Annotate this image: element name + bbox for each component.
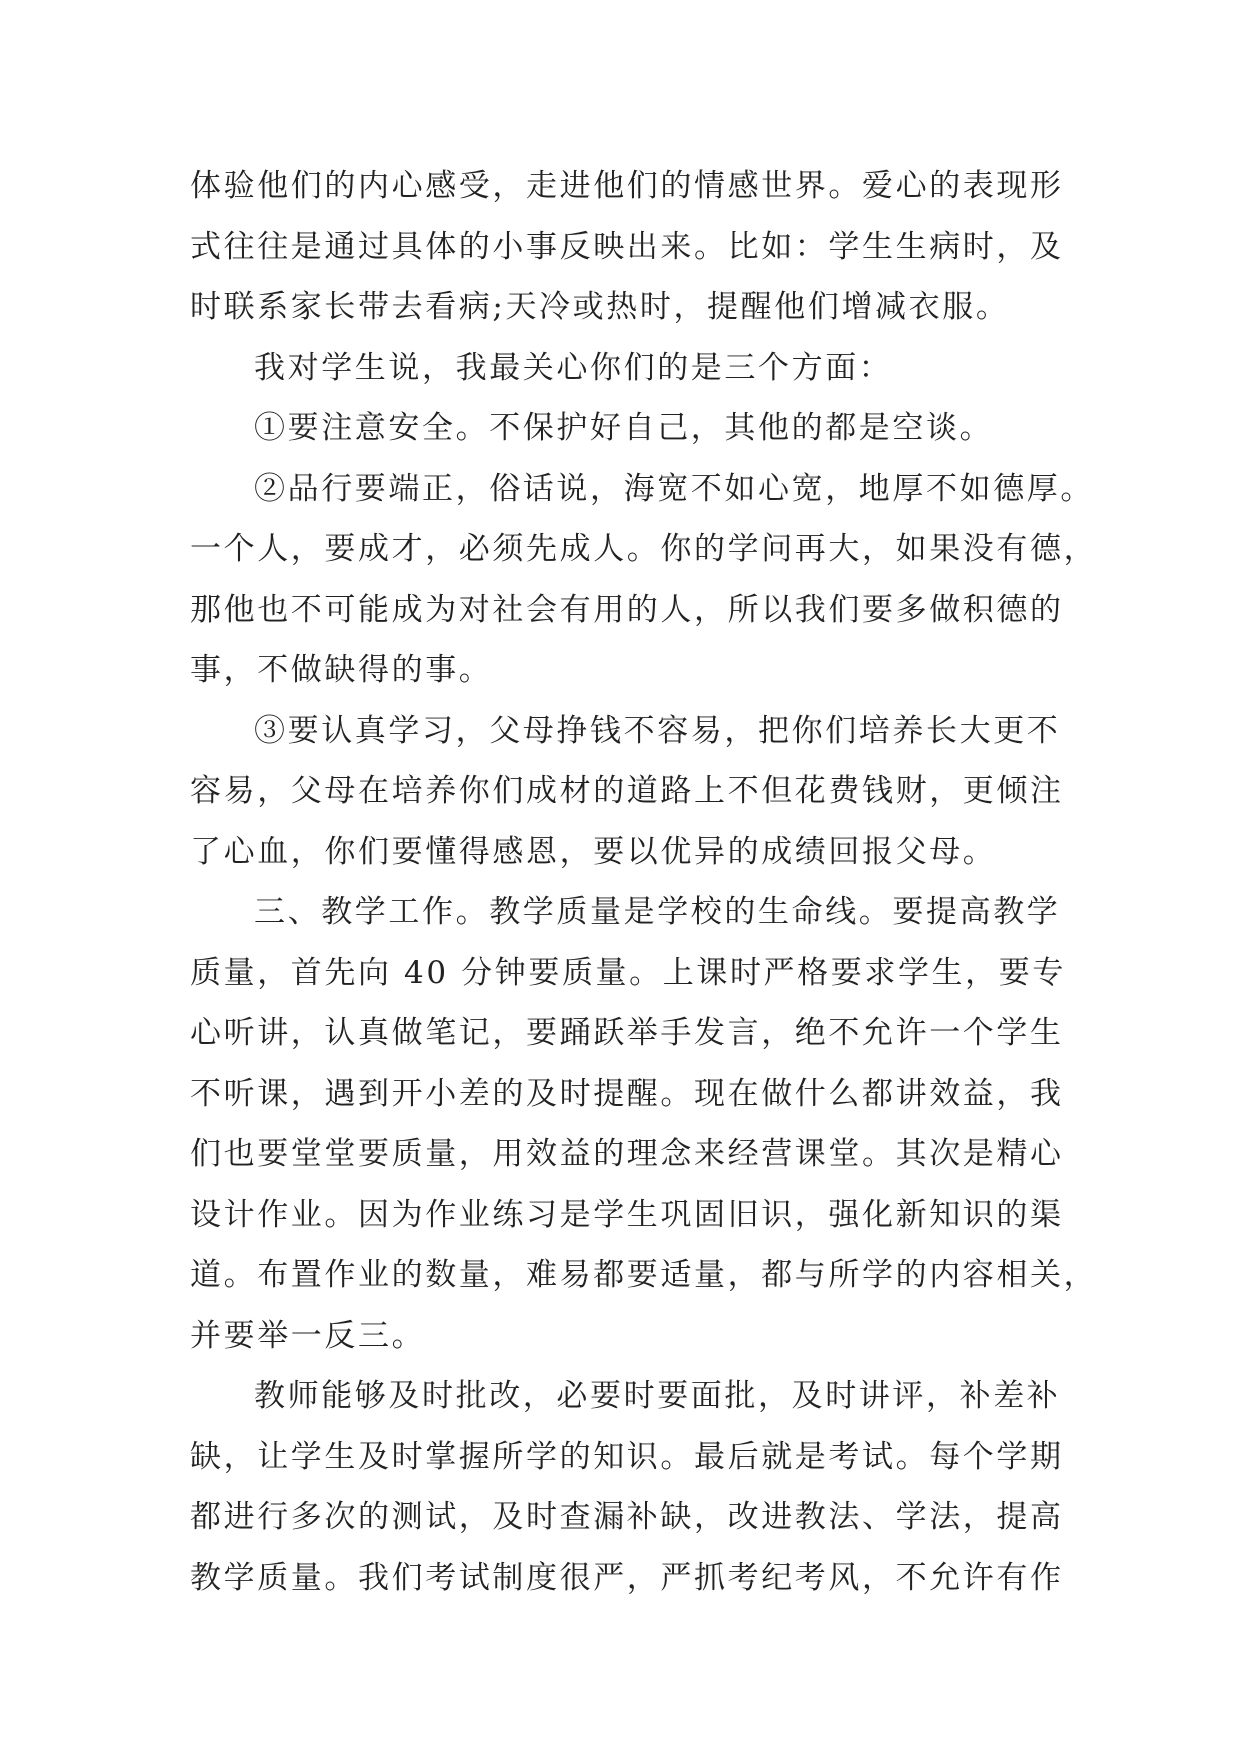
text-line: ②品行要端正，俗话说，海宽不如心宽，地厚不如德厚。 bbox=[254, 470, 1094, 507]
text-line: 时联系家长带去看病;天冷或热时，提醒他们增减衣服。 bbox=[190, 289, 1010, 325]
text-line: ③要认真学习，父母挣钱不容易，把你们培养长大更不 bbox=[254, 712, 1061, 749]
text-line: 事，不做缺得的事。 bbox=[190, 652, 493, 688]
text-line: 那他也不可能成为对社会有用的人，所以我们要多做积德的 bbox=[190, 591, 1064, 628]
text-line: 式往往是通过具体的小事反映出来。比如：学生生病时，及 bbox=[190, 228, 1064, 265]
text-line: 容易，父母在培养你们成材的道路上不但花费钱财，更倾注 bbox=[190, 773, 1064, 809]
text-line: 都进行多次的测试，及时查漏补缺，改进教法、学法，提高 bbox=[190, 1499, 1064, 1535]
text-line: 道。布置作业的数量，难易都要适量，都与所学的内容相关， bbox=[190, 1257, 1098, 1293]
text-line: 质量，首先向 40 分钟要质量。上课时严格要求学生，要专 bbox=[190, 954, 1066, 991]
text-line: 教师能够及时批改，必要时要面批，及时讲评，补差补 bbox=[254, 1378, 1061, 1414]
body-text bbox=[190, 156, 1098, 1608]
text-line: 一个人，要成才，必须先成人。你的学问再大，如果没有德， bbox=[190, 531, 1098, 567]
text-line: 我对学生说，我最关心你们的是三个方面： bbox=[254, 349, 893, 386]
text-line: 教学质量。我们考试制度很严，严抓考纪考风，不允许有作 bbox=[190, 1559, 1064, 1596]
text-line: 设计作业。因为作业练习是学生巩固旧识，强化新知识的渠 bbox=[190, 1196, 1064, 1233]
text-line: 体验他们的内心感受，走进他们的情感世界。爱心的表现形 bbox=[190, 168, 1064, 204]
text-line: ①要注意安全。不保护好自己，其他的都是空谈。 bbox=[254, 410, 994, 446]
text-line: 们也要堂堂要质量，用效益的理念来经营课堂。其次是精心 bbox=[190, 1136, 1064, 1172]
text-line: 并要举一反三。 bbox=[190, 1317, 426, 1354]
text-line: 缺，让学生及时掌握所学的知识。最后就是考试。每个学期 bbox=[190, 1438, 1064, 1475]
text-line: 三、教学工作。教学质量是学校的生命线。要提高教学 bbox=[254, 894, 1061, 930]
text-line: 不听课，遇到开小差的及时提醒。现在做什么都讲效益，我 bbox=[190, 1075, 1064, 1112]
text-line: 心听讲，认真做笔记，要踊跃举手发言，绝不允许一个学生 bbox=[190, 1015, 1064, 1051]
text-line: 了心血，你们要懂得感恩，要以优异的成绩回报父母。 bbox=[190, 833, 997, 870]
